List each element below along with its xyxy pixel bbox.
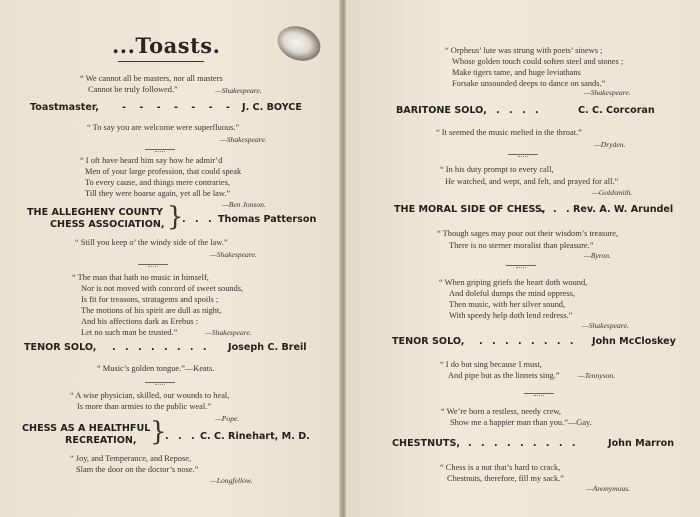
quote-line: Cannot be truly followed.” [88, 85, 178, 94]
separator [524, 393, 554, 394]
quote-line: Then music, with her silver sound, [449, 300, 566, 309]
separator [508, 154, 538, 155]
leader-dots: . . . . [496, 105, 542, 116]
quote-line: “ I oft have heard him say how he admir’d [80, 156, 223, 165]
quote-line: “ Music’s golden tongue.”—Keats. [97, 364, 215, 373]
separator [145, 382, 175, 383]
program-entry-label: CHESTNUTS, [392, 438, 460, 449]
program-entry-label: CHESS ASSOCIATION, [50, 219, 165, 230]
quote-line: Is more than armies to the public weal.” [77, 402, 211, 411]
quote-line: “ When griping griefs the heart doth wound, [439, 278, 588, 287]
performer-name: John Marron [608, 438, 675, 449]
quote-line: “ Still you keep o’ the windy side of the law.” [75, 238, 228, 247]
quote-line: “ We cannot all be masters, nor all masters [80, 74, 223, 83]
program-entry-label: TENOR SOLO, [24, 342, 97, 353]
performer-name: Thomas Patterson [218, 214, 317, 225]
quote-attribution: —Ben Jonson. [222, 200, 266, 209]
performer-name: John McCloskey [592, 336, 676, 347]
quote-line: To every cause, and things mere contraries, [85, 178, 230, 187]
program-entry-label: Toastmaster, [30, 102, 99, 113]
quote-line: He watched, and wept, and felt, and prayed for all.” [445, 177, 619, 186]
quote-line: Let no such man be trusted.” [81, 328, 178, 337]
quote-line: “ We’re born a restless, needy crew, [441, 407, 562, 416]
leader-dots: . . . [540, 204, 573, 215]
performer-name: Rev. A. W. Arundel [573, 204, 674, 215]
right-page [346, 0, 700, 517]
quote-attribution: —Anonymous. [586, 484, 631, 493]
separator [138, 264, 168, 265]
program-entry-label: THE ALLEGHENY COUNTY [27, 207, 163, 218]
quote-line: Make tigers tame, and huge leviathans [452, 68, 581, 77]
quote-line: “ Joy, and Temperance, and Repose, [70, 454, 192, 463]
quote-line: With speedy help doth lend redress.” [449, 311, 573, 320]
brace: } [167, 202, 184, 232]
leader-dots: . . . [182, 214, 215, 225]
performer-name: C. C. Rinehart, M. D. [200, 431, 310, 442]
quote-line: “ I do but sing because I must, [440, 360, 542, 369]
quote-attribution: —Dryden. [594, 140, 626, 149]
quote-attribution: —Shakespeare. [210, 250, 257, 259]
quote-attribution: —Goldsmith. [592, 188, 633, 197]
separator [506, 265, 536, 266]
program-entry-label: THE MORAL SIDE OF CHESS, [394, 204, 546, 215]
quote-attribution: —Shakespeare. [215, 86, 262, 95]
quote-line: Chestnuts, therefore, fill my sack.” [447, 474, 564, 483]
quote-line: “ Though sages may pour out their wisdom’s treasure, [437, 229, 619, 238]
quote-line: Slam the door on the doctor’s nose.” [76, 465, 199, 474]
quote-line: “ A wise physician, skilled, our wounds to heal, [70, 391, 230, 400]
quote-line: “ Chess is a nut that’s hard to crack, [440, 463, 561, 472]
separator [145, 149, 175, 150]
page-title: ...Toasts. [112, 33, 221, 58]
quote-attribution: —Shakespeare. [220, 135, 267, 144]
quote-attribution: —Shakespeare. [584, 88, 631, 97]
quote-attribution: —Pope. [215, 414, 240, 423]
quote-line: Is fit for treasons, stratagems and spoils ; [81, 295, 219, 304]
quote-line: The motions of his spirit are dull as night, [81, 306, 222, 315]
title-underline [118, 61, 204, 62]
quote-attribution: —Shakespeare. [205, 328, 252, 337]
performer-name: C. C. Corcoran [578, 105, 655, 116]
leader-dots: - - - - - - - [122, 102, 235, 113]
leader-dots: . . . . . . . . . [468, 438, 579, 449]
punched-hole [273, 20, 326, 66]
quote-line: And his affections dark as Erebus : [81, 317, 199, 326]
program-entry-label: TENOR SOLO, [392, 336, 465, 347]
quote-line: “ In his duty prompt to every call, [440, 165, 554, 174]
performer-name: J. C. BOYCE [242, 102, 302, 113]
quote-line: Men of your large profession, that could speak [85, 167, 242, 176]
quote-attribution: —Shakespeare. [582, 321, 629, 330]
quote-attribution: —Byron. [584, 251, 611, 260]
quote-line: Whose golden touch could soften steel and stones ; [452, 57, 624, 66]
quote-line: Forsake unsounded deeps to dance on sands.” [452, 79, 606, 88]
leader-dots: . . . . . . . . [112, 342, 210, 353]
quote-line: “ Orpheus’ lute was strung with poets’ sinews ; [445, 46, 603, 55]
quote-line: Nor is not moved with concord of sweet sounds, [81, 284, 244, 293]
program-entry-label: BARITONE SOLO, [396, 105, 487, 116]
quote-line: “ The man that hath no music in himself, [72, 273, 209, 282]
quote-line: And doleful dumps the mind oppress, [449, 289, 576, 298]
quote-line: And pipe but as the linnets sing.” [448, 371, 560, 380]
quote-line: There is no sterner moralist than pleasure.” [449, 241, 594, 250]
quote-line: Show me a happier man than you.”—Gay. [450, 418, 592, 427]
leader-dots: . . . [165, 431, 198, 442]
program-entry-label: CHESS AS A HEALTHFUL [22, 423, 151, 434]
leader-dots: . . . . . . . . [479, 336, 577, 347]
performer-name: Joseph C. Breil [228, 342, 307, 353]
brace: } [150, 417, 167, 447]
quote-attribution: —Tennyson. [578, 371, 616, 380]
quote-line: “ To say you are welcome were superfluous.” [87, 123, 240, 132]
left-page [0, 0, 341, 517]
quote-line: “ It seemed the music melted in the throat.” [436, 128, 582, 137]
program-entry-label: RECREATION, [65, 435, 137, 446]
quote-line: Till they were hoarse again, yet all be law.” [85, 189, 231, 198]
quote-attribution: —Longfellow. [210, 476, 253, 485]
